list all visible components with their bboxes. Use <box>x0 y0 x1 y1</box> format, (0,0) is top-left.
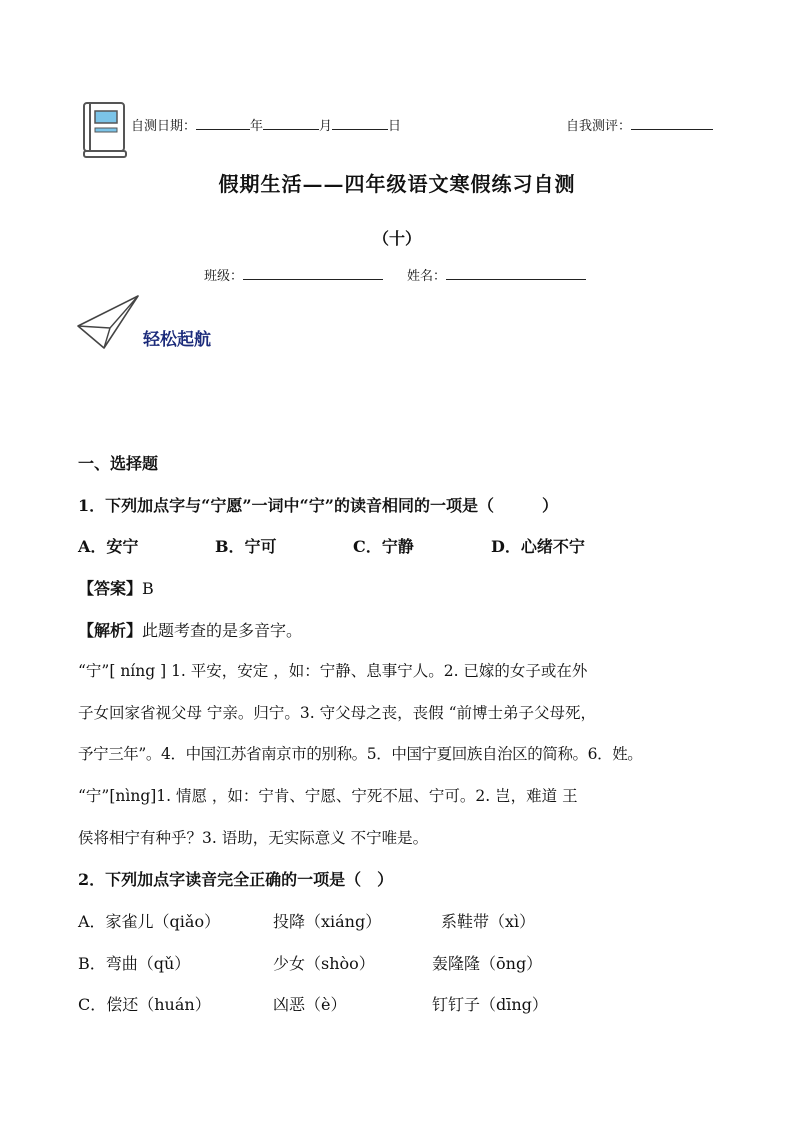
date-line <box>131 115 401 134</box>
analysis-line: “宁”[nìng]1. 情愿 ，如：宁肯、宁愿、宁死不屈、宁可。2. 岂，难道 王 <box>78 787 578 805</box>
class-label: 班级： <box>204 269 244 284</box>
answer-value: B <box>142 579 154 598</box>
analysis-intro: 此题考查的是多音字。 <box>142 621 303 640</box>
q1-stem: 1．下列加点字与“宁愿”一词中“宁”的读音相同的一项是（ ） <box>78 496 558 515</box>
q2-stem: 2．下列加点字读音完全正确的一项是（ ） <box>78 870 394 889</box>
q2-option-b: B．弯曲（qǔ） <box>78 954 191 973</box>
self-eval-line <box>566 115 713 134</box>
q1-analysis <box>78 618 302 641</box>
class-line <box>204 265 383 284</box>
month-blank[interactable] <box>263 115 319 130</box>
section-banner: 轻松起航 <box>143 330 211 350</box>
q2-option-a-2: 投降（xiáng） <box>273 912 382 931</box>
q2-option-c: C．偿还（huán） <box>78 995 211 1014</box>
q2-option-a-3: 系鞋带（xì） <box>441 912 536 931</box>
paper-plane-icon <box>76 294 140 350</box>
q1-option-b: B．宁可 <box>215 537 277 556</box>
answer-label: 【答案】 <box>78 579 143 598</box>
page-title: 假期生活——四年级语文寒假练习自测 <box>218 172 576 196</box>
q1-option-d: D．心绪不宁 <box>491 537 585 556</box>
page-subtitle: （十） <box>372 229 421 248</box>
year-blank[interactable] <box>196 115 250 130</box>
day-label: 日 <box>388 119 402 134</box>
q1-answer <box>78 576 154 599</box>
name-label: 姓名： <box>407 269 447 284</box>
year-label: 年 <box>250 119 264 134</box>
section-title: 一、选择题 <box>78 454 159 473</box>
analysis-label: 【解析】 <box>78 621 143 640</box>
month-label: 月 <box>319 119 333 134</box>
self-eval-label: 自我测评： <box>566 119 632 134</box>
self-eval-blank[interactable] <box>631 115 713 130</box>
q2-option-c-3: 钉钉子（dīng） <box>432 995 548 1014</box>
date-label: 自测日期： <box>131 119 197 134</box>
analysis-line: “宁”[ níng ] 1. 平安，安定 ，如：宁静、息事宁人。2. 已嫁的女子或在外 <box>78 662 588 680</box>
name-blank[interactable] <box>446 265 586 280</box>
name-line <box>407 265 586 284</box>
q2-option-c-2: 凶恶（è） <box>273 995 347 1014</box>
analysis-line: 予宁三年”。4．中国江苏省南京市的别称。5．中国宁夏回族自治区的简称。6．姓。 <box>78 745 643 763</box>
analysis-line: 侯将相宁有种乎？3. 语助，无实际意义 不宁唯是。 <box>78 829 429 847</box>
q1-option-c: C．宁静 <box>353 537 414 556</box>
q2-option-a: A．家雀儿（qiǎo） <box>78 912 221 931</box>
analysis-line: 子女回家省视父母 宁亲。归宁。3. 守父母之丧，丧假 “前博士弟子父母死， <box>78 704 596 722</box>
book-icon <box>80 101 130 159</box>
q1-option-a: A．安宁 <box>78 537 139 556</box>
q2-option-b-2: 少女（shòo） <box>273 954 375 973</box>
day-blank[interactable] <box>332 115 388 130</box>
q2-option-b-3: 轰隆隆（ōng） <box>432 954 543 973</box>
class-blank[interactable] <box>243 265 383 280</box>
